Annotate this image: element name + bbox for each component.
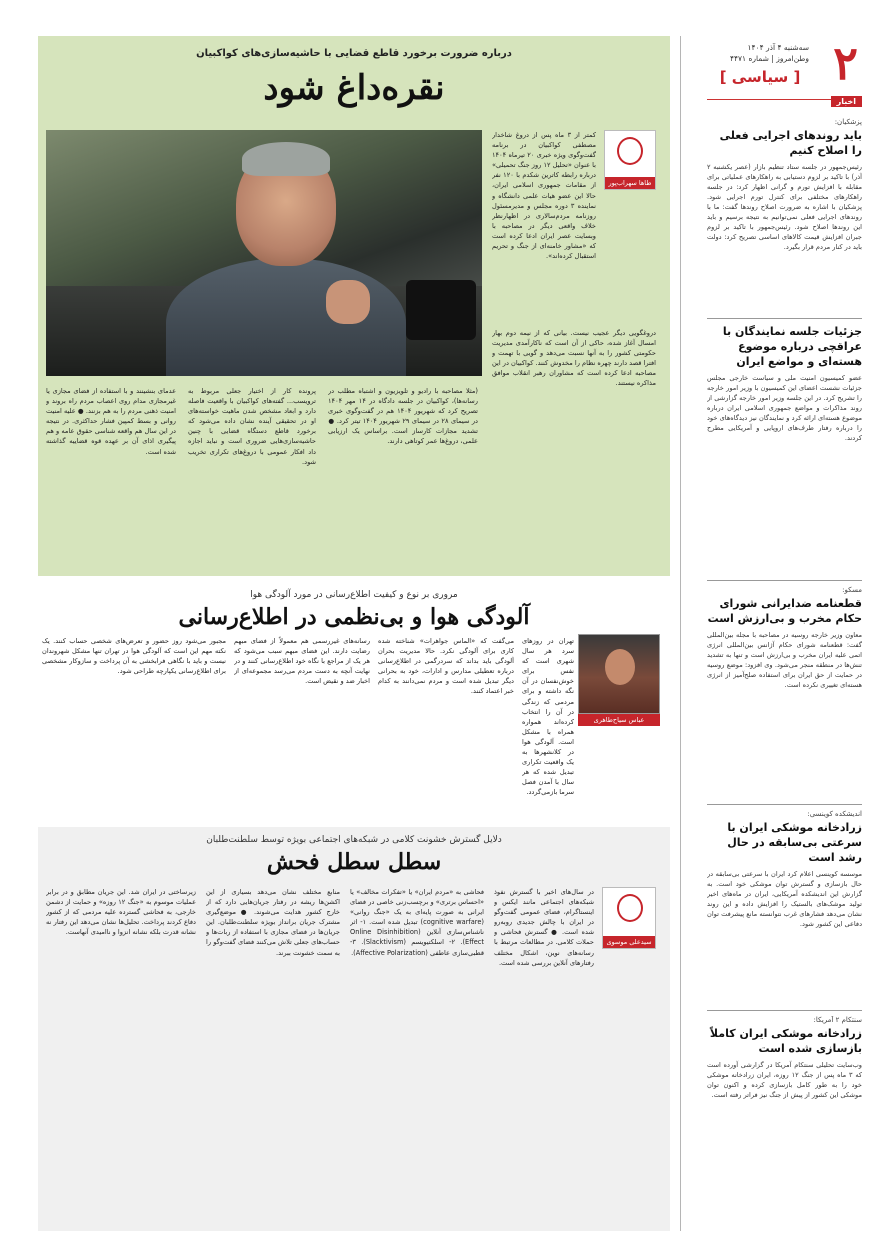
article-column: در سال‌های اخیر با گسترش نفوذ شبکه‌های اجتماعی مانند ایکس و اینستاگرام، فضای عمومی گفت‌وگو در ایران با چالش جدیدی روبه‌رو شده است. ● گسترش فحاشی و حملات کلامی. در مطالعات مرتبط با رسانه‌های نوین، اشکال مختلف رفتارهای آنلاین بررسی شده است.	[494, 888, 594, 967]
column-divider	[680, 36, 681, 1231]
sidebar-kicker: پزشکیان:	[834, 118, 862, 126]
article-column: رسانه‌های غیررسمی هم معمولاً از فضای مبهم رضایت دارند. این فضای مبهم سبب می‌شود که هر یک از مراجع با نگاه خود اطلاع‌رسانی کنند و در نهایت آنچه به دست مردم می‌رسد مجموعه‌ای از اخبار ضد و نقیض است.	[234, 637, 370, 686]
article-column: فحاشی به «مردم ایران» یا «تفکرات مخالف» یا «احساس برتری» و برچسب‌زنی خاصی در فضای ایرانی به صورت پایه‌ای به یک «جنگ روانی» (cognitive warfare) تبدیل شده است. ۱- اثر ناشناس‌سازی آنلاین (Online Disinhibition Effect). ۲- اسلکتیویسم (Slacktivism). ۳- قطبی‌سازی عاطفی (Affective Polarization).	[350, 888, 484, 957]
mid-story-title: آلودگی هوا و بی‌نظمی در اطلاع‌رسانی	[178, 604, 530, 630]
news-tag: اخبار	[831, 96, 862, 107]
author-card	[602, 887, 656, 949]
bottom-story	[38, 827, 670, 1231]
sidebar-kicker: مسکو:	[842, 586, 862, 594]
divider	[707, 1010, 862, 1011]
article-column: (مثلا مصاحبه با رادیو و تلویزیون و اشتباه مطلب در رسانه‌ها)، کواکبیان در جلسه دادگاه در ۱۴ مهر ۱۴۰۴ تصریح کرد که شهریور ۱۴۰۴ هم در گفت‌وگوی خبری در سیمای ۲۸ در سیمای ۲۹ شهریور ۱۴۰۴ تیتر کرد. ● تشدید مجازات کارساز است. براساس یک ارزیابی علمی، دروغ‌ها عمر کوتاهی دارند.	[328, 387, 478, 446]
divider	[707, 580, 862, 581]
page-number: ۲	[833, 36, 858, 90]
top-story-kicker: درباره ضرورت برخورد قاطع قضایی با حاشیه‌سازی‌های کواکبیان	[196, 48, 512, 59]
mid-story-kicker: مروری بر نوع و کیفیت اطلاع‌رسانی در مورد آلودگی هوا	[250, 590, 458, 600]
author-card	[604, 130, 656, 190]
sidebar-title: جزئیات جلسه نمایندگان با عراقچی درباره موضوع هسته‌ای و مواضع ایران	[722, 325, 862, 368]
top-story-title: نقره‌داغ شود	[263, 68, 445, 108]
bottom-story-kicker: دلایل گسترش خشونت کلامی در شبکه‌های اجتماعی بویژه توسط سلطنت‌طلبان	[206, 835, 502, 845]
article-column: پرونده کار از اختیار جعلی مربوط به ترویسب... گفته‌های کواکبیان با واقعیت فاصله دارد و ابعاد مشخص شدن ماهیت خواسته‌های او در تحقیقی آینده نشان داده می‌شود که برخورد قاطع دستگاه قضایی با چنین حاشیه‌سازی‌هایی ضروری است و نباید اجازه داد افکار عمومی با دروغ‌های تکراری تخریب شود.	[188, 387, 316, 466]
article-column: کمتر از ۳ ماه پس از دروغ شاخدار مصطفی کواکبیان در برنامه گفت‌وگوی ویژه خبری ۲۰ تیرماه ۱۴۰۴ با عنوان «تحلیل ۱۲ روز جنگ تحمیلی» درباره رابطه کاترین شکدم با ۱۲۰ نفر از مقامات جمهوری اسلامی ایران، حالا این عضو هیات علمی دانشگاه و نماینده ۳ دوره مجلس و مدیرمسئول روزنامه مردم‌سالاری در اظهارنظر خلاف واقعی دیگر در مصاحبه با وبسایت عصر ایران ادعا کرده است که «مشاور خامنه‌ای از جنگ و تحریم استقبال کرده‌اند».	[492, 131, 596, 261]
sidebar-title: زرادخانه موشکی ایران با سرعتی بی‌سابقه در حال رشد است	[727, 821, 862, 864]
divider	[707, 318, 862, 319]
article-column: می‌گفت که «الماس جواهرات» شناخته شده کاری برای آلودگی نکرد. حالا مدیریت بحران آلودگی باید بداند که سردرگمی در اطلاع‌رسانی درباره تعطیلی مدارس و ادارات، خود به بحرانی دیگر تبدیل شده است و مردم نمی‌دانند به کدام خبر اعتماد کنند.	[378, 637, 514, 696]
sidebar-body: موسسه کوینسی اعلام کرد ایران با سرعتی بی‌سابقه در حال بازسازی و گسترش توان موشکی خود است. به گزارش این اندیشکده آمریکایی، ایران در ماه‌های اخیر تولید موشک‌های بالستیک را افزایش داده و این روند نشان می‌دهد فشارهای غرب نتوانسته مانع پیشرفت توان دفاعی این کشور شود.	[707, 870, 862, 928]
top-story-photo	[46, 130, 482, 376]
author-name: سیدعلی موسوی	[603, 936, 655, 948]
photo-fist	[326, 280, 370, 324]
sidebar-story	[707, 118, 862, 314]
divider	[707, 804, 862, 805]
article-column: مجبور می‌شود روز حضور و تعرض‌های شخصی حساب کنند. یک نکته مهم این است که آلودگی هوا در تهران تنها مشکل شهروندان نیست و باید با نگاهی فرابخشی به آن پرداخت و سازوکار مشخصی برای اطلاع‌رسانی یکپارچه طراحی شود.	[42, 637, 226, 676]
pen-icon	[617, 137, 643, 165]
photo-hair	[242, 142, 330, 176]
sidebar-story	[707, 810, 862, 1006]
sidebar-kicker: سنتکام ۲ آمریکا:	[813, 1016, 862, 1024]
pen-icon	[617, 894, 643, 922]
article-column: عدمای بنشینند و با استفاده از فضای مجازی یا غیرمجازی مدام روی اعصاب مردم راه بروند و امنیت ذهنی مردم را به هم بزنند. ● علیه امنیت روانی و بسط کمپین فشار حداکثری. در نتیجه در این سال هم واقعه شناسی حقوق عامه و هم پیگیری اذای آن بر عهده قوه قضاییه گذاشته شده است.	[46, 387, 176, 456]
sidebar-title: باید روندهای اجرایی فعلی را اصلاح کنیم	[719, 129, 862, 157]
author-photo	[578, 634, 660, 714]
sidebar-body: عضو کمیسیون امنیت ملی و سیاست خارجی مجلس جزئیات نشست اعضای این کمیسیون با وزیر امور خارجه را تشریح کرد. در این جلسه وزیر امور خارجه گزارشی از روند مذاکرات و مواضع جمهوری اسلامی ایران درباره موضوع هسته‌ای ارائه کرد و نمایندگان نیز دیدگاه‌های خود را درباره رفتار طرف‌های اروپایی و آمریکایی مطرح کردند.	[707, 374, 862, 442]
article-column: منابع مختلف نشان می‌دهد بسیاری از این اکشن‌ها ریشه در رفتار جریان‌هایی دارد که از خارج کشور هدایت می‌شوند. ● موضع‌گیری مشترک جریان برانداز بویژه سلطنت‌طلبان. این جریان‌ها در فضای مجازی با استفاده از ربات‌ها و حساب‌های جعلی تلاش می‌کنند فضای گفت‌وگو را به سمت خشونت ببرند.	[206, 888, 340, 957]
article-column: زیرساختی در ایران شد. این جریان مطابق و در برابر عملیات موسوم به «جنگ ۱۲ روزه» و حمایت از دشمن خارجی، به فحاشی گسترده علیه مردمی که از کشور دفاع کردند پرداخت. تحلیل‌ها نشان می‌دهد این رفتار نه نشانه قدرت بلکه نشانه انزوا و ناامیدی آنهاست.	[46, 888, 196, 937]
bottom-story-title: سطل سطل فحش	[266, 849, 442, 875]
photo-suit	[166, 258, 406, 376]
sidebar-story	[707, 586, 862, 800]
author-name: عباس سیاح‌طاهری	[578, 714, 660, 726]
date-line: سه‌شنبه ۴ آذر ۱۴۰۴	[747, 43, 809, 52]
masthead-meta	[709, 42, 809, 64]
masthead	[707, 36, 862, 100]
author-face	[605, 649, 635, 685]
sidebar-body: وب‌سایت تحلیلی سنتکام آمریکا در گزارشی آورده است که ۳ ماه پس از جنگ ۱۲ روزه، ایران زرادخانه موشکی خود را به طور کامل بازسازی کرده و اکنون توان موشکی این کشور از پیش از جنگ نیز فراتر رفته است.	[707, 1061, 862, 1099]
issue-line: وطن‌امروز | شماره ۴۴۷۱	[729, 54, 809, 63]
section-name: [ سیاسی ]	[719, 68, 801, 86]
sidebar-story	[707, 1016, 862, 1226]
sidebar-kicker: اندیشکده کوینسی:	[807, 810, 862, 818]
top-story	[38, 36, 670, 576]
sidebar-body: رئیس‌جمهور در جلسه ستاد تنظیم بازار (عصر یکشنبه ۲ آذر) با تاکید بر لزوم دستیابی به راهکارهای عملیاتی برای مقابله با افزایش تورم و گرانی اظهار کرد: در جلسه راهکارهای مختلفی برای کنترل تورم اجرایی شود. پزشکیان با اشاره به ضرورت اصلاح روندها گفت: ما با روندهای اجرایی فعلی نمی‌توانیم به نتیجه برسیم و باید این روندها اصلاح شود. رئیس‌جمهور با تاکید بر لزوم جبران افزایش قیمت کالاهای اساسی تصریح کرد: دولت باید در کنار مردم قرار بگیرد.	[707, 163, 862, 251]
sidebar-body: معاون وزیر خارجه روسیه در مصاحبه با مجله بین‌المللی گفت: قطعنامه شورای حکام آژانس بین‌المللی انرژی اتمی علیه ایران مخرب و بی‌ارزش است و تنها به تشدید تنش‌ها در منطقه منجر می‌شود. وی افزود: موضع روسیه در حمایت از حق ایران برای استفاده صلح‌آمیز از انرژی هسته‌ای تغییری نکرده است.	[707, 631, 862, 689]
sidebar-story	[707, 324, 862, 576]
article-column: دروغگویی دیگر عجیب نیست. بیانی که از نیمه دوم بهار امسال آغاز شده، حاکی از آن است که ناکارآمدی مدیریت حکومتی کشور را به آنها نسبت می‌دهد و گویی با تهمت و افترا قصد دارند چهره نظام را مخدوش کنند. کواکبیان در این مصاحبه ادعا کرده است که مشاوران رهبر انقلاب موافق مذاکره نیستند.	[492, 329, 656, 388]
sidebar-title: قطعنامه ضدایرانی شورای حکام مخرب و بی‌ارزش است	[707, 597, 862, 625]
article-column: تهران در روزهای سرد هر سال شهری است که نفس برای خوش‌نفسان در آن نگه داشته و برای مردمی که زندگی در آن را انتخاب کرده‌اند همواره همراه با مشکل است. آلودگی هوا در کلانشهرها به یک واقعیت تکراری تبدیل شده که هر سال با آمدن فصل سرما بازمی‌گردد.	[522, 637, 574, 797]
sidebar-title: زرادخانه موشکی ایران کاملاً بازسازی شده است	[709, 1027, 862, 1055]
photo-microphone	[406, 280, 476, 340]
right-column	[707, 36, 862, 1231]
author-name: طاها سهراب‌پور	[605, 177, 655, 189]
